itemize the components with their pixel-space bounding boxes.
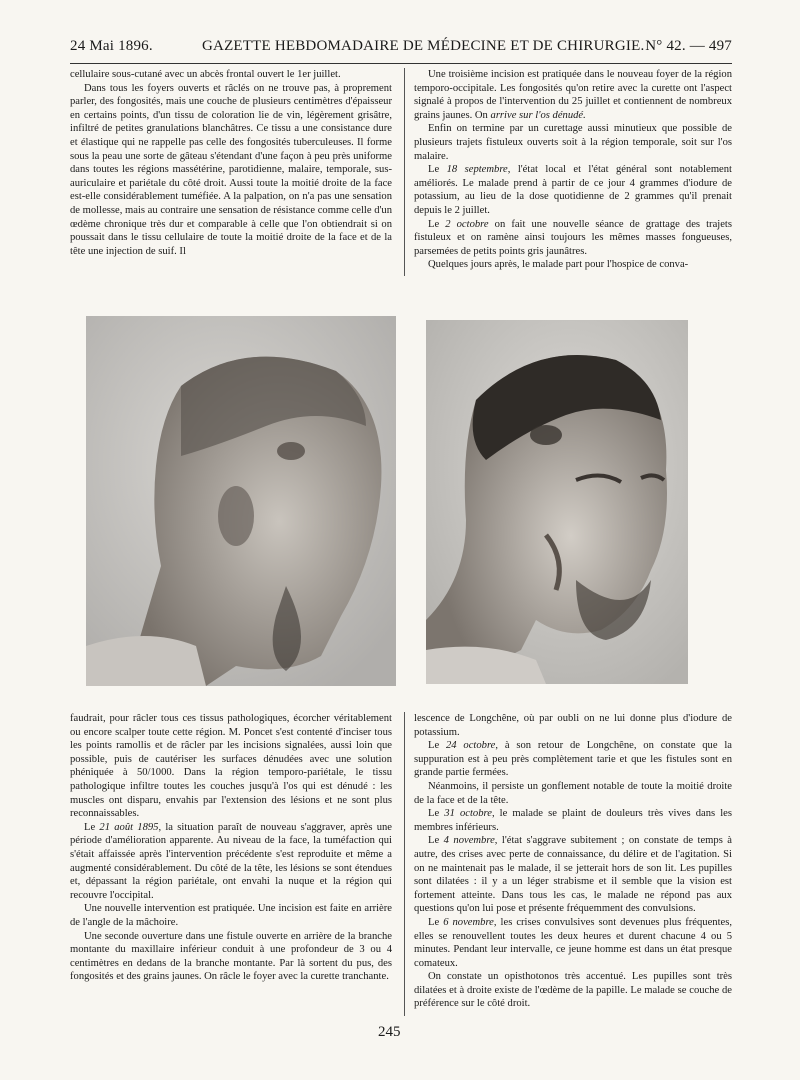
bottom-left-column (70, 712, 392, 984)
header-rule (70, 63, 732, 64)
patient-photo-right-three-quarter (426, 320, 688, 684)
patient-photo-left-profile (86, 316, 396, 686)
paragraph: Enfin on termine par un curettage aussi minutieux que possible de plusieurs trajets fistuleux ouverts soit à la région temporale, soit sur l'os malaire. (414, 123, 732, 162)
paragraph: On constate un opisthotonos très accentué. Les pupilles sont très dilatées et à droite existe de l'œdème de la papille. Le malade se couche de préférence sur le côté droit. (414, 971, 732, 1010)
paragraph: Une nouvelle intervention est pratiquée. Une incision est faite en arrière de l'angle de la mâchoire. (70, 903, 392, 928)
paragraph: Une troisième incision est pratiquée dans le nouveau foyer de la région temporo-occipitale. Les fongosités qu'on retire avec la curette ont l'aspect signalé à propos de l'intervention du 25 juillet et contiennent de nombreux grains jaunes. On arrive sur l'os dénudé. (414, 69, 732, 121)
top-right-column (414, 68, 732, 272)
paragraph: cellulaire sous-cutané avec un abcès frontal ouvert le 1er juillet. (70, 69, 341, 80)
paragraph: Dans tous les foyers ouverts et râclés on ne trouve pas, à proprement parler, des fongosités, mais une couche de plusieurs centimètres d'épaisseur en certains points, d'un tissu de coloration lie de vin, légèrement grisâtre, infiltré de petites granulations blanchâtres. Ce tissu a une consistance dure et élastique qui ne rappelle pas celle des fongosités tuberculeuses. Il forme sous la peau une sorte de gâteau s'étendant d'une façon à peu près uniforme dans toutes les régions massétérine, parotidienne, malaire, temporale, sus-auriculaire et pariétale du côté droit. Aussi toute la moitié droite de la face est-elle considérablement tuméfiée. A la palpation, on n'a pas une sensation de mollesse, mais au contraire une sensation de résistance comme celle d'un œdème chronique très dur et comparable à celle que l'on obtiendrait si on poussait dans le tissu cellulaire de toute la moitié droite de la face et de la tête une injection de suif. Il (70, 82, 392, 257)
issue-page-number: N° 42. — 497 (645, 38, 732, 54)
paragraph: Le 4 novembre, l'état s'aggrave subitement ; on constate de temps à autre, des crises avec perte de connaissance, du délire et de l'agitation. Si on ne maintenait pas le malade, il se jetterait hors de son lit. Les pupilles sont dilatées : il y a un léger strabisme et il semble que la vision est fortement atteinte. Dans tous les cas, le malade ne répond pas aux questions qu'on lui pose et présente fréquemment des convulsions. (414, 835, 732, 915)
paragraph: Une seconde ouverture dans une fistule ouverte en arrière de la branche montante du maxillaire inférieur conduit à une profondeur de 3 ou 4 centimètres en dedans de la branche montante. Par là sortent du pus, des fongosités et des grains jaunes. On râcle le foyer avec la curette tranchante. (70, 930, 392, 983)
paragraph: Le 24 octobre, à son retour de Longchêne, on constate que la suppuration est à peu près complètement tarie et que les fistules sont en grande partie fermées. (414, 740, 732, 779)
paragraph: Le 2 octobre on fait une nouvelle séance de grattage des trajets fistuleux et on ramène ainsi toujours les mêmes masses fongueuses, parsemées de petits points gris jaunâtres. (414, 218, 732, 257)
header-date: 24 Mai 1896. (70, 38, 153, 54)
paragraph: Le 6 novembre, les crises convulsives sont devenues plus fréquentes, elles se renouvellent toutes les deux heures et durent chacune 4 ou 5 minutes. Pendant leur intervalle, ce jeune homme est dans un état presque comateux. (414, 916, 732, 969)
paragraph: Le 31 octobre, le malade se plaint de douleurs très vives dans les membres inférieurs. (414, 808, 732, 833)
top-left-column (70, 68, 392, 258)
page-folio: 245 (378, 1024, 401, 1040)
paragraph: Le 21 août 1895, la situation paraît de nouveau s'aggraver, après une période d'amélioration apparente. Au niveau de la face, la tuméfaction qui s'était affaissée après l'intervention précédente s'est reproduite et même a augmenté considérablement. Du côté de la tête, les lésions se sont étendues et, dépassant la région pariétale, ont envahi la nuque et la région qui recouvre l'occipital. (70, 821, 392, 901)
paragraph: Le 18 septembre, l'état local et l'état général sont notablement améliorés. Le malade prend à partir de ce jour 4 grammes d'iodure de potassium, au lieu de la dose quotidienne de 2 grammes qu'il prenait depuis le 2 juillet. (414, 164, 733, 216)
paragraph: faudrait, pour râcler tous ces tissus pathologiques, écorcher véritablement ou encore scalper toute cette région. M. Poncet s'est contenté d'inciser tous les points ramollis et de râcler par les incisions signalées, aussi loin que possible, puis de cautériser les surfaces dénudées avec une solution phéniquée à 50/1000. Dans la région temporo-pariétale, le tissu pathologique infiltre toutes les couches jusqu'à l'os qui est dénudé : les muscles ont disparu, envahis par l'extension des lésions et ne sont plus reconnaissables. (70, 713, 392, 820)
column-divider (404, 68, 405, 276)
journal-title: GAZETTE HEBDOMADAIRE DE MÉDECINE ET DE CHIRURGIE. (202, 38, 645, 54)
paragraph: Quelques jours après, le malade part pour l'hospice de conva- (428, 259, 689, 271)
paragraph: Néanmoins, il persiste un gonflement notable de toute la moitié droite de la face et de la tête. (414, 780, 732, 806)
paragraph: lescence de Longchêne, où par oubli on ne lui donne plus d'iodure de potassium. (414, 713, 732, 738)
running-header (70, 38, 732, 60)
bottom-right-column (414, 712, 732, 1011)
column-divider (404, 712, 405, 1016)
